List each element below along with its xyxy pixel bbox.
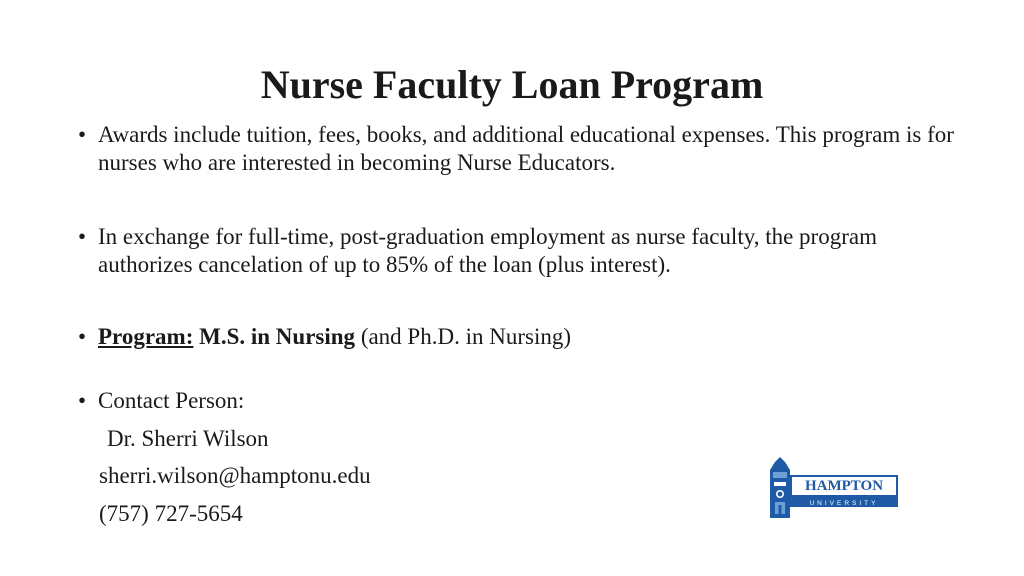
hampton-tower-icon <box>770 457 790 518</box>
bullet-dot: • <box>78 122 87 147</box>
logo-name: HAMPTON <box>804 478 884 494</box>
bullet-program <box>78 323 958 351</box>
slide-title: Nurse Faculty Loan Program <box>260 62 764 107</box>
contact-phone: (757) 727-5654 <box>99 501 243 526</box>
bullet-exchange-text: In exchange for full-time, post-graduation employment as nurse faculty, the program authorizes cancelation of up to 85% of the loan (plus interest). <box>98 224 877 277</box>
contact-name: Dr. Sherri Wilson <box>107 426 269 451</box>
bullet-program-text <box>98 323 958 351</box>
contact-email: sherri.wilson@hamptonu.edu <box>99 463 371 488</box>
bullet-dot: • <box>78 324 87 349</box>
bullet-awards <box>78 121 958 177</box>
hampton-university-logo <box>766 456 900 520</box>
program-note: (and Ph.D. in Nursing) <box>360 324 571 349</box>
hampton-wordmark <box>790 475 898 507</box>
bullet-awards-text: Awards include tuition, fees, books, and additional educational expenses. This program is for nurses who are interested in becoming Nurse Educators. <box>98 122 954 175</box>
logo-subname: UNIVERSITY <box>809 500 879 507</box>
program-label: Program: <box>98 324 194 349</box>
bullet-contact <box>78 387 958 415</box>
bullet-exchange <box>78 223 958 279</box>
bullet-dot: • <box>78 224 87 249</box>
bullet-dot: • <box>78 388 87 413</box>
contact-label: Contact Person: <box>98 388 245 413</box>
program-degree: M.S. in Nursing <box>199 324 356 349</box>
